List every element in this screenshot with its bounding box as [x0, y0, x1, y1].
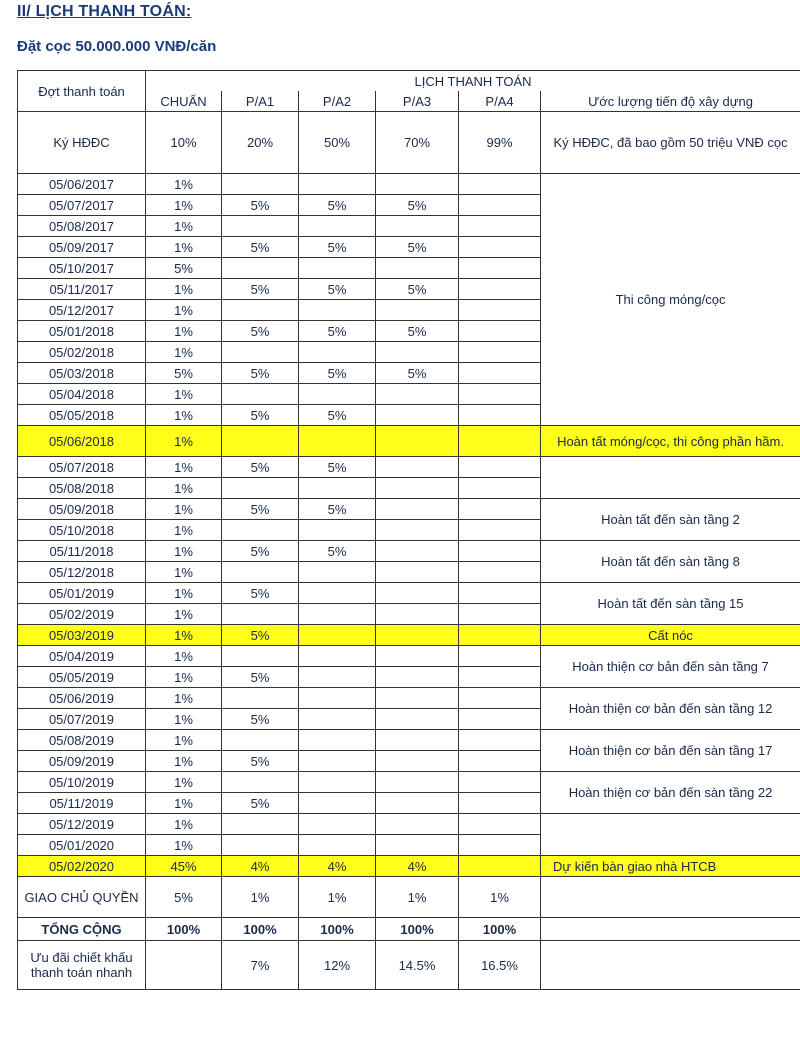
cell-pa3 — [376, 258, 459, 279]
cell-pa1: 5% — [222, 751, 299, 772]
cell-standard: 1% — [146, 321, 222, 342]
cell-pa1 — [222, 688, 299, 709]
cell-date: 05/04/2018 — [18, 384, 146, 405]
cell-pa2 — [299, 625, 376, 646]
cell-label: GIAO CHỦ QUYỀN — [18, 877, 146, 918]
cell-pa1 — [222, 814, 299, 835]
cell-pa2 — [299, 604, 376, 625]
cell-pa1: 5% — [222, 321, 299, 342]
cell-pa2: 12% — [299, 941, 376, 990]
cell-pa2 — [299, 709, 376, 730]
cell-pa2: 5% — [299, 237, 376, 258]
cell-pa1: 5% — [222, 625, 299, 646]
cell-pa2 — [299, 562, 376, 583]
cell-pa4 — [459, 814, 541, 835]
cell-pa4 — [459, 604, 541, 625]
cell-pa4 — [459, 751, 541, 772]
cell-progress: Cất nóc — [541, 625, 800, 646]
cell-standard: 1% — [146, 279, 222, 300]
cell-pa1 — [222, 520, 299, 541]
cell-standard: 1% — [146, 604, 222, 625]
cell-pa4 — [459, 342, 541, 363]
cell-pa3: 5% — [376, 279, 459, 300]
table-row — [18, 583, 800, 604]
cell-pa2 — [299, 300, 376, 321]
cell-progress: Hoàn thiện cơ bản đến sàn tầng 22 — [541, 772, 800, 814]
cell-pa1: 5% — [222, 583, 299, 604]
cell-pa3 — [376, 709, 459, 730]
cell-pa3 — [376, 583, 459, 604]
cell-pa2 — [299, 583, 376, 604]
cell-pa1: 5% — [222, 363, 299, 384]
cell-pa2 — [299, 258, 376, 279]
cell-date: 05/05/2018 — [18, 405, 146, 426]
cell-pa4: 16.5% — [459, 941, 541, 990]
cell-progress: Hoàn tất đến sàn tầng 15 — [541, 583, 800, 625]
cell-standard: 1% — [146, 237, 222, 258]
cell-pa3 — [376, 541, 459, 562]
cell-standard: 1% — [146, 520, 222, 541]
cell-pa4 — [459, 793, 541, 814]
cell-standard: 1% — [146, 667, 222, 688]
cell-date: 05/09/2017 — [18, 237, 146, 258]
cell-pa4 — [459, 499, 541, 520]
cell-pa1 — [222, 174, 299, 195]
cell-pa4 — [459, 562, 541, 583]
cell-date: 05/02/2020 — [18, 856, 146, 877]
cell-pa1 — [222, 216, 299, 237]
cell-pa1 — [222, 300, 299, 321]
cell-pa3 — [376, 667, 459, 688]
cell-pa2: 5% — [299, 279, 376, 300]
cell-pa3: 4% — [376, 856, 459, 877]
cell-progress: Hoàn tất móng/cọc, thi công phần hầm. — [541, 426, 800, 457]
cell-pa3 — [376, 384, 459, 405]
cell-progress — [541, 877, 800, 918]
cell-pa3 — [376, 457, 459, 478]
cell-date: 05/09/2018 — [18, 499, 146, 520]
table-row-ky — [18, 112, 800, 174]
cell-pa1: 5% — [222, 279, 299, 300]
cell-pa2: 5% — [299, 363, 376, 384]
cell-pa2: 50% — [299, 112, 376, 174]
cell-pa1 — [222, 562, 299, 583]
cell-pa3 — [376, 751, 459, 772]
cell-pa2 — [299, 342, 376, 363]
cell-pa4 — [459, 195, 541, 216]
deposit-note: Đặt cọc 50.000.000 VNĐ/căn — [17, 38, 217, 55]
header-period: Đợt thanh toán — [18, 71, 146, 112]
cell-pa1 — [222, 258, 299, 279]
cell-standard: 1% — [146, 499, 222, 520]
cell-pa1 — [222, 426, 299, 457]
table-row-total — [18, 918, 800, 941]
table-row-discount — [18, 941, 800, 990]
cell-pa2: 5% — [299, 195, 376, 216]
table-row — [18, 856, 800, 877]
cell-pa4 — [459, 625, 541, 646]
cell-pa2 — [299, 667, 376, 688]
cell-standard: 1% — [146, 751, 222, 772]
header-progress: Ước lượng tiến độ xây dựng — [541, 91, 800, 112]
cell-date: 05/01/2018 — [18, 321, 146, 342]
cell-pa1: 5% — [222, 195, 299, 216]
cell-pa2 — [299, 688, 376, 709]
cell-pa3: 100% — [376, 918, 459, 941]
cell-standard: 45% — [146, 856, 222, 877]
cell-pa3 — [376, 520, 459, 541]
cell-standard: 1% — [146, 457, 222, 478]
cell-pa4 — [459, 856, 541, 877]
cell-pa4: 1% — [459, 877, 541, 918]
cell-pa4: 100% — [459, 918, 541, 941]
cell-standard: 1% — [146, 174, 222, 195]
cell-pa1 — [222, 835, 299, 856]
cell-pa4: 99% — [459, 112, 541, 174]
cell-pa3: 5% — [376, 195, 459, 216]
cell-pa4 — [459, 300, 541, 321]
cell-pa2 — [299, 478, 376, 499]
table-row — [18, 457, 800, 478]
cell-standard: 1% — [146, 772, 222, 793]
cell-pa2: 5% — [299, 321, 376, 342]
table-row — [18, 541, 800, 562]
cell-standard: 1% — [146, 216, 222, 237]
table-row — [18, 688, 800, 709]
cell-pa3 — [376, 688, 459, 709]
cell-pa1 — [222, 730, 299, 751]
cell-pa4 — [459, 478, 541, 499]
table-row — [18, 499, 800, 520]
cell-pa4 — [459, 520, 541, 541]
cell-pa2: 5% — [299, 541, 376, 562]
cell-pa4 — [459, 237, 541, 258]
cell-pa3 — [376, 300, 459, 321]
cell-standard: 1% — [146, 300, 222, 321]
cell-pa4 — [459, 216, 541, 237]
cell-pa4 — [459, 835, 541, 856]
cell-pa3 — [376, 730, 459, 751]
cell-date: 05/07/2019 — [18, 709, 146, 730]
header-standard: CHUẨN — [146, 91, 222, 112]
cell-pa1: 5% — [222, 405, 299, 426]
cell-pa3 — [376, 604, 459, 625]
cell-pa1: 5% — [222, 457, 299, 478]
cell-standard: 1% — [146, 814, 222, 835]
cell-date: 05/12/2017 — [18, 300, 146, 321]
cell-pa1 — [222, 478, 299, 499]
cell-pa3 — [376, 814, 459, 835]
cell-date: 05/06/2019 — [18, 688, 146, 709]
cell-pa3 — [376, 562, 459, 583]
cell-date: 05/07/2017 — [18, 195, 146, 216]
cell-standard: 1% — [146, 625, 222, 646]
header-pa3: P/A3 — [376, 91, 459, 112]
cell-pa3: 14.5% — [376, 941, 459, 990]
cell-pa3 — [376, 342, 459, 363]
cell-standard: 1% — [146, 541, 222, 562]
cell-pa2 — [299, 520, 376, 541]
cell-pa4 — [459, 457, 541, 478]
cell-date: 05/08/2019 — [18, 730, 146, 751]
cell-pa4 — [459, 321, 541, 342]
cell-standard: 1% — [146, 793, 222, 814]
cell-pa2: 4% — [299, 856, 376, 877]
cell-date: 05/11/2017 — [18, 279, 146, 300]
cell-date: 05/11/2018 — [18, 541, 146, 562]
cell-progress: Hoàn tất đến sàn tầng 8 — [541, 541, 800, 583]
cell-date: 05/07/2018 — [18, 457, 146, 478]
cell-pa4 — [459, 174, 541, 195]
cell-pa1: 20% — [222, 112, 299, 174]
cell-date: 05/11/2019 — [18, 793, 146, 814]
cell-standard: 1% — [146, 562, 222, 583]
cell-pa4 — [459, 646, 541, 667]
cell-pa2: 100% — [299, 918, 376, 941]
cell-standard: 1% — [146, 688, 222, 709]
cell-pa1: 5% — [222, 667, 299, 688]
header-pa4: P/A4 — [459, 91, 541, 112]
cell-date: 05/12/2019 — [18, 814, 146, 835]
cell-standard: 5% — [146, 363, 222, 384]
cell-standard: 10% — [146, 112, 222, 174]
cell-date: 05/01/2020 — [18, 835, 146, 856]
cell-pa3 — [376, 174, 459, 195]
cell-standard: 1% — [146, 478, 222, 499]
cell-pa1: 5% — [222, 709, 299, 730]
cell-standard: 1% — [146, 730, 222, 751]
table-row — [18, 814, 800, 835]
cell-date: 05/01/2019 — [18, 583, 146, 604]
cell-date: 05/03/2019 — [18, 625, 146, 646]
cell-pa3: 1% — [376, 877, 459, 918]
cell-pa4 — [459, 688, 541, 709]
cell-pa4 — [459, 667, 541, 688]
cell-pa4 — [459, 426, 541, 457]
cell-standard: 1% — [146, 646, 222, 667]
cell-standard: 1% — [146, 195, 222, 216]
cell-pa2 — [299, 646, 376, 667]
header-schedule-group: LỊCH THANH TOÁN — [146, 71, 800, 92]
cell-pa4 — [459, 709, 541, 730]
cell-pa2 — [299, 835, 376, 856]
cell-pa2 — [299, 751, 376, 772]
cell-pa3 — [376, 499, 459, 520]
cell-progress — [541, 814, 800, 856]
cell-progress — [541, 918, 800, 941]
cell-pa3 — [376, 405, 459, 426]
cell-standard — [146, 941, 222, 990]
cell-pa1: 7% — [222, 941, 299, 990]
cell-pa3 — [376, 646, 459, 667]
cell-progress: Hoàn thiện cơ bản đến sàn tầng 17 — [541, 730, 800, 772]
cell-pa1: 5% — [222, 793, 299, 814]
cell-pa2: 5% — [299, 405, 376, 426]
cell-label: Ký HĐĐC — [18, 112, 146, 174]
cell-pa1 — [222, 772, 299, 793]
cell-pa2 — [299, 772, 376, 793]
cell-pa3 — [376, 478, 459, 499]
cell-pa3 — [376, 625, 459, 646]
table-row — [18, 730, 800, 751]
cell-standard: 100% — [146, 918, 222, 941]
cell-pa2 — [299, 216, 376, 237]
cell-pa3: 5% — [376, 237, 459, 258]
cell-progress: Hoàn thiện cơ bản đến sàn tầng 12 — [541, 688, 800, 730]
table-row — [18, 625, 800, 646]
section-heading: II/ LỊCH THANH TOÁN: — [17, 3, 192, 20]
cell-pa4 — [459, 730, 541, 751]
cell-pa4 — [459, 363, 541, 384]
cell-date: 05/06/2017 — [18, 174, 146, 195]
cell-date: 05/12/2018 — [18, 562, 146, 583]
cell-pa4 — [459, 279, 541, 300]
cell-progress: Ký HĐĐC, đã bao gồm 50 triệu VNĐ cọc — [541, 112, 800, 174]
cell-date: 05/10/2017 — [18, 258, 146, 279]
cell-date: 05/08/2018 — [18, 478, 146, 499]
cell-pa3 — [376, 216, 459, 237]
cell-pa2: 5% — [299, 499, 376, 520]
cell-standard: 1% — [146, 426, 222, 457]
cell-standard: 1% — [146, 342, 222, 363]
cell-pa1: 5% — [222, 499, 299, 520]
cell-standard: 5% — [146, 258, 222, 279]
cell-pa1: 5% — [222, 237, 299, 258]
header-pa2: P/A2 — [299, 91, 376, 112]
cell-pa2: 5% — [299, 457, 376, 478]
cell-standard: 5% — [146, 877, 222, 918]
cell-standard: 1% — [146, 384, 222, 405]
cell-standard: 1% — [146, 405, 222, 426]
cell-date: 05/02/2018 — [18, 342, 146, 363]
cell-progress: Hoàn thiện cơ bản đến sàn tầng 7 — [541, 646, 800, 688]
cell-pa3 — [376, 772, 459, 793]
cell-pa1: 4% — [222, 856, 299, 877]
header-pa1: P/A1 — [222, 91, 299, 112]
cell-pa1: 1% — [222, 877, 299, 918]
cell-standard: 1% — [146, 835, 222, 856]
cell-date: 05/10/2019 — [18, 772, 146, 793]
cell-date: 05/05/2019 — [18, 667, 146, 688]
cell-pa4 — [459, 541, 541, 562]
cell-pa2: 1% — [299, 877, 376, 918]
cell-date: 05/10/2018 — [18, 520, 146, 541]
cell-pa2 — [299, 384, 376, 405]
cell-pa4 — [459, 405, 541, 426]
table-row — [18, 772, 800, 793]
cell-pa3 — [376, 835, 459, 856]
cell-date: 05/04/2019 — [18, 646, 146, 667]
table-row-handover — [18, 877, 800, 918]
cell-pa3: 5% — [376, 321, 459, 342]
cell-date: 05/02/2019 — [18, 604, 146, 625]
cell-progress: Dự kiến bàn giao nhà HTCB — [541, 856, 800, 877]
cell-pa4 — [459, 384, 541, 405]
cell-pa3: 5% — [376, 363, 459, 384]
cell-pa2 — [299, 174, 376, 195]
cell-pa4 — [459, 258, 541, 279]
cell-pa1: 5% — [222, 541, 299, 562]
table-row — [18, 174, 800, 195]
cell-date: 05/09/2019 — [18, 751, 146, 772]
cell-pa4 — [459, 772, 541, 793]
cell-progress — [541, 457, 800, 499]
cell-pa2 — [299, 426, 376, 457]
cell-pa4 — [459, 583, 541, 604]
cell-date: 05/08/2017 — [18, 216, 146, 237]
cell-pa2 — [299, 730, 376, 751]
cell-progress: Hoàn tất đến sàn tầng 2 — [541, 499, 800, 541]
cell-pa3: 70% — [376, 112, 459, 174]
table-row — [18, 426, 800, 457]
cell-pa3 — [376, 793, 459, 814]
cell-pa1 — [222, 646, 299, 667]
cell-date: 05/06/2018 — [18, 426, 146, 457]
cell-pa1: 100% — [222, 918, 299, 941]
cell-pa3 — [376, 426, 459, 457]
cell-pa1 — [222, 384, 299, 405]
cell-pa2 — [299, 814, 376, 835]
cell-pa1 — [222, 342, 299, 363]
cell-date: 05/03/2018 — [18, 363, 146, 384]
cell-label: Ưu đãi chiết khấu thanh toán nhanh — [18, 941, 146, 990]
cell-label: TỔNG CỘNG — [18, 918, 146, 941]
cell-standard: 1% — [146, 709, 222, 730]
payment-schedule-table — [17, 70, 800, 990]
table-row — [18, 646, 800, 667]
cell-progress: Thi công móng/cọc — [541, 174, 800, 426]
cell-pa2 — [299, 793, 376, 814]
cell-progress — [541, 941, 800, 990]
cell-pa1 — [222, 604, 299, 625]
cell-standard: 1% — [146, 583, 222, 604]
